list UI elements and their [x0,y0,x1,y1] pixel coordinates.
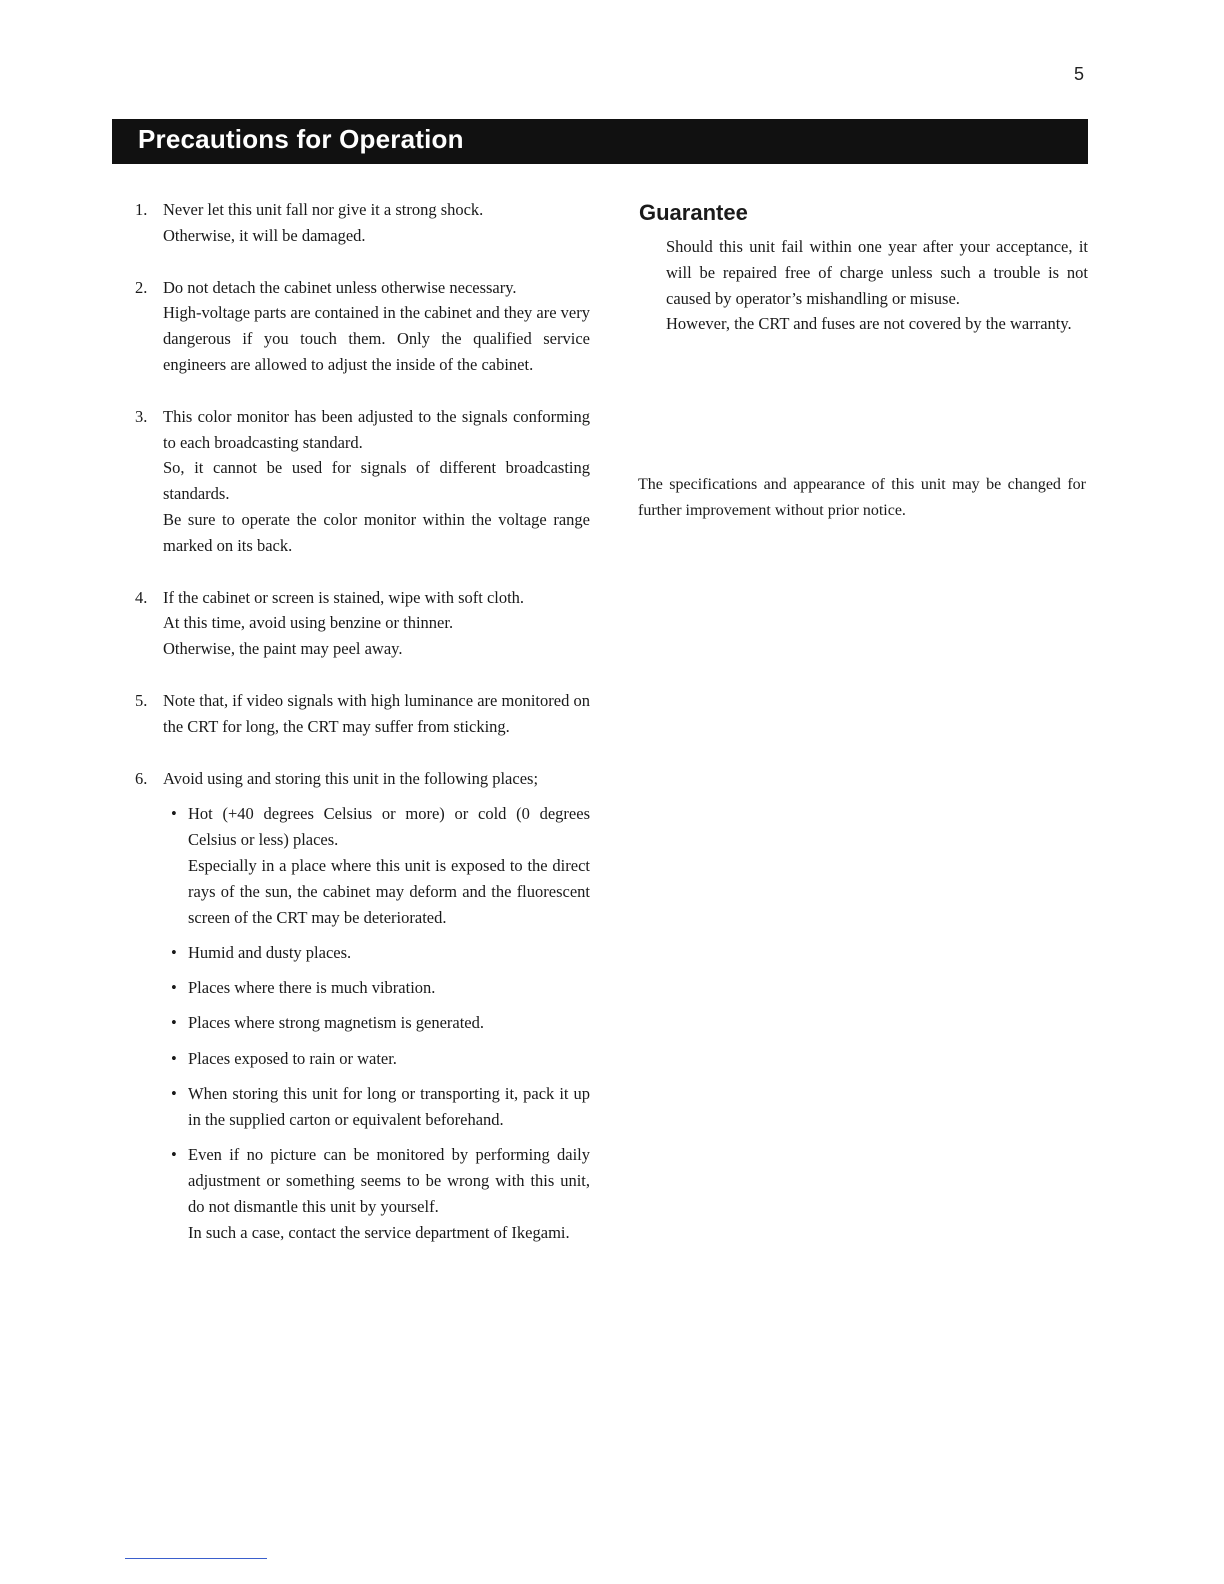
item-text: Note that, if video signals with high luminance are monitored on the CRT for long, the CRT may suffer from sticking. [163,690,590,736]
precautions-list [130,197,590,1255]
bullet-icon: • [171,1013,177,1033]
page-number: 5 [1074,64,1085,84]
specification-note [638,472,1086,524]
bullet-item [169,940,590,966]
title-bar [112,119,1088,164]
precaution-item-1 [130,197,590,249]
bullet-icon: • [171,978,177,998]
bullet-text: Places where strong magnetism is generated. [188,1013,484,1033]
precaution-item-2 [130,275,590,378]
bullet-text: Especially in a place where this unit is exposed to the direct rays of the sun, the cabinet may deform and the fluorescent screen of the CRT may be deteriorated. [188,855,590,927]
precaution-item-5 [130,688,590,740]
bullet-icon: • [171,1048,177,1068]
bullet-item [169,1046,590,1072]
item-number: 4. [135,587,148,607]
bullet-icon: • [171,1084,177,1104]
bullet-text: When storing this unit for long or transporting it, pack it up in the supplied carton or equivalent beforehand. [188,1084,590,1129]
precaution-item-6 [130,766,590,1246]
bullet-text: Hot (+40 degrees Celsius or more) or cold (0 degrees Celsius or less) places. [188,804,590,850]
item-number: 2. [135,277,148,297]
item-text: High-voltage parts are contained in the cabinet and they are very dangerous if you touch them. Only the qualified service engineers are allowed to adjust the inside of the cabinet. [163,303,590,374]
bullet-text: Places exposed to rain or water. [188,1048,397,1068]
bullet-text: Humid and dusty places. [188,942,352,962]
item-text: If the cabinet or screen is stained, wipe with soft cloth. [163,587,525,607]
bullet-item [169,1142,590,1245]
bullet-text: Places where there is much vibration. [188,978,436,998]
page-title: Precautions for Operation [138,124,464,154]
item-number: 6. [135,768,148,788]
guarantee-text: Should this unit fail within one year after your acceptance, it will be repaired free of charge unless such a trouble is not caused by operator’s mishandling or misuse. [666,237,1088,308]
specification-note-text: The specifications and appearance of this unit may be changed for further improvement without prior notice. [638,476,1086,519]
places-bullet-list [163,801,590,1245]
item-text: At this time, avoid using benzine or thinner. [163,613,454,633]
item-number: 5. [135,690,148,710]
guarantee-text: However, the CRT and fuses are not covered by the warranty. [666,314,1072,334]
bullet-text: In such a case, contact the service department of Ikegami. [188,1222,570,1242]
item-text: This color monitor has been adjusted to the signals conforming to each broadcasting standard. [163,406,590,452]
item-text: So, it cannot be used for signals of different broadcasting standards. [163,458,590,504]
bullet-item [169,1010,590,1036]
precaution-item-4 [130,585,590,662]
item-number: 1. [135,200,148,219]
item-text: Avoid using and storing this unit in the following places; [163,768,539,788]
bullet-text: Even if no picture can be monitored by performing daily adjustment or something seems to be wrong with this unit, do not dismantle this unit by yourself. [188,1145,590,1216]
guarantee-heading: Guarantee [639,200,748,225]
guarantee-body [638,234,1088,337]
item-text: Never let this unit fall nor give it a strong shock. [163,200,484,219]
item-number: 3. [135,406,148,426]
item-text: Be sure to operate the color monitor within the voltage range marked on its back. [163,509,590,555]
guarantee-section [638,200,1088,337]
precaution-item-3 [130,404,590,559]
bullet-icon: • [171,942,177,962]
bullet-item [169,1081,590,1133]
item-text: Otherwise, it will be damaged. [163,225,366,245]
item-text: Otherwise, the paint may peel away. [163,639,403,659]
bullet-item [169,975,590,1001]
footer-rule [125,1558,267,1559]
bullet-icon: • [171,804,177,824]
bullet-item [169,801,590,930]
bullet-icon: • [171,1145,177,1165]
item-text: Do not detach the cabinet unless otherwise necessary. [163,277,517,297]
